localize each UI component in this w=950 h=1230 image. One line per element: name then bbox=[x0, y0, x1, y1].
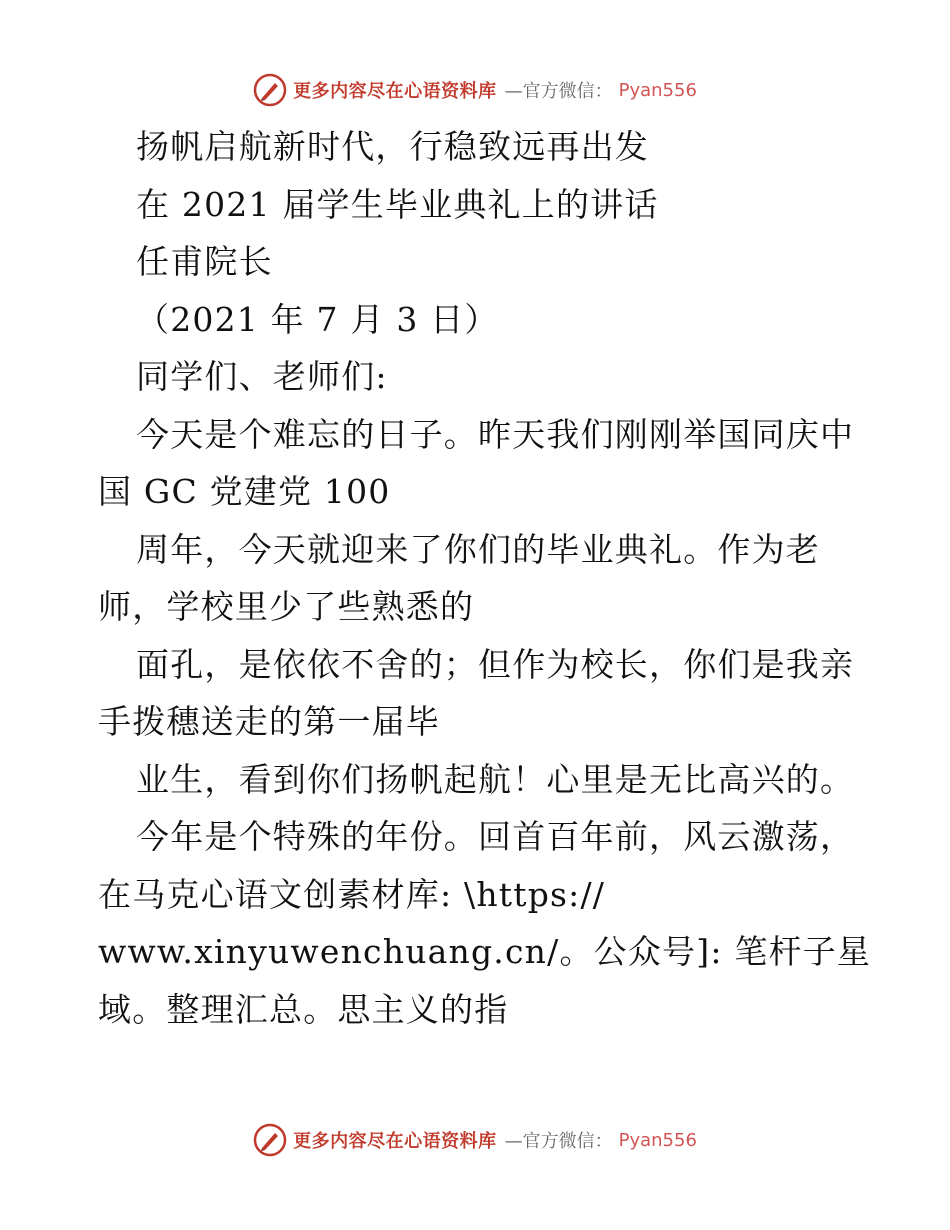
paragraph-line: 师，学校里少了些熟悉的 bbox=[98, 587, 475, 626]
paragraph-line: 手拨穗送走的第一届毕 bbox=[98, 702, 440, 741]
speech-title: 扬帆启航新时代，行稳致远再出发 bbox=[136, 127, 649, 166]
paragraph-line: 在马克心语文创素材库: \https:// bbox=[98, 874, 606, 914]
footer-watermark-banner bbox=[0, 1120, 950, 1160]
document-body bbox=[98, 118, 872, 1038]
paragraph-line: 业生，看到你们扬帆起航！心里是无比高兴的。 bbox=[136, 759, 855, 799]
banner-slogan: 更多内容尽在心语资料库 bbox=[293, 81, 497, 102]
banner-wechat-id: Pyan556 bbox=[618, 1129, 697, 1151]
paragraph-line: 今天是个难忘的日子。昨天我们刚刚举国同庆中 bbox=[136, 414, 855, 454]
paragraph-line: www.xinyuwenchuang.cn/。公众号]: 笔杆子星 bbox=[98, 932, 872, 971]
pen-logo-icon bbox=[253, 1123, 287, 1157]
banner-slogan: 更多内容尽在心语资料库 bbox=[293, 1131, 497, 1152]
paragraph-line: 周年，今天就迎来了你们的毕业典礼。作为老 bbox=[136, 529, 820, 569]
speech-subtitle: 在 2021 届学生毕业典礼上的讲话 bbox=[136, 184, 659, 224]
banner-wechat-id: Pyan556 bbox=[618, 79, 697, 101]
salutation: 同学们、老师们: bbox=[136, 357, 388, 396]
banner-wechat-label: —官方微信： bbox=[504, 1131, 613, 1152]
paragraph-line: 今年是个特殊的年份。回首百年前，风云激荡， bbox=[136, 817, 855, 856]
speech-date: （2021 年 7 月 3 日） bbox=[136, 299, 499, 339]
speaker-name: 任甫院长 bbox=[136, 242, 273, 281]
paragraph-line: 面孔，是依依不舍的；但作为校长，你们是我亲 bbox=[136, 644, 855, 684]
pen-logo-icon bbox=[253, 73, 287, 107]
header-watermark-banner bbox=[0, 70, 950, 110]
paragraph-line: 国 GC 党建党 100 bbox=[98, 472, 391, 511]
banner-wechat-label: —官方微信： bbox=[504, 81, 613, 102]
paragraph-line: 域。整理汇总。思主义的指 bbox=[98, 989, 509, 1029]
